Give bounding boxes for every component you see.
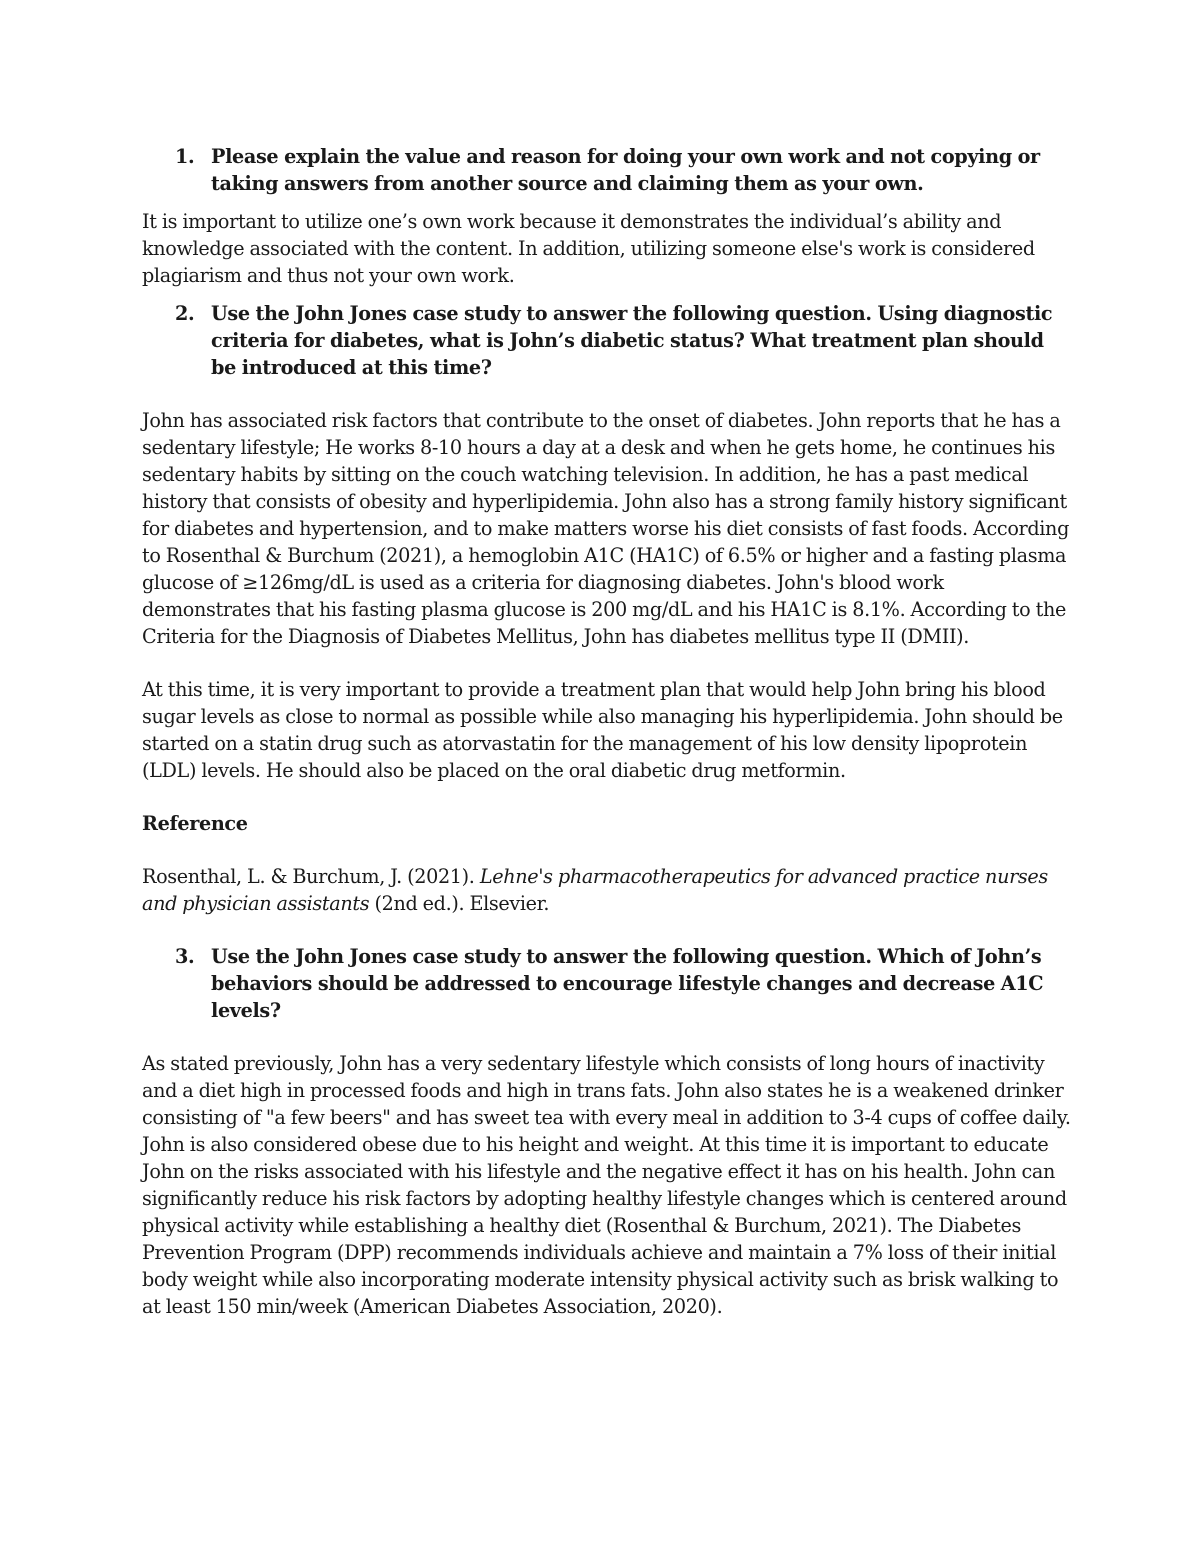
question-number: 2.	[175, 302, 195, 325]
answer-2-paragraph-2: At this time, it is very important to provide a treatment plan that would help John bring his blood sugar levels as close to normal as possible while also managing his hyperlipidemia. John should be started on a statin drug such as atorvastatin for the management of his low density lipoprotein (LDL) levels. He should also be placed on the oral diabetic drug metformin.	[142, 678, 1063, 782]
question-number: 3.	[175, 945, 195, 968]
document-page	[142, 143, 1072, 1320]
reference-publisher: (2nd ed.). Elsevier.	[369, 892, 550, 915]
reference-entry	[142, 863, 1072, 917]
reference-authors: Rosenthal, L. & Burchum, J. (2021).	[142, 865, 480, 888]
question-1	[142, 143, 1072, 197]
reference-heading: Reference	[142, 812, 248, 835]
answer-2-paragraph-1: John has associated risk factors that contribute to the onset of diabetes. John reports that he has a sedentary lifestyle; He works 8-10 hours a day at a desk and when he gets home, he continues his sedentary habits by sitting on the couch watching television. In addition, he has a past medical history that consists of obesity and hyperlipidemia. John also has a strong family history significant for diabetes and hypertension, and to make matters worse his diet consists of fast foods. According to Rosenthal & Burchum (2021), a hemoglobin A1C (HA1C) of 6.5% or higher and a fasting plasma glucose of ≥126mg/dL is used as a criteria for diagnosing diabetes. John's blood work demonstrates that his fasting plasma glucose is 200 mg/dL and his HA1C is 8.1%. According to the Criteria for the Diagnosis of Diabetes Mellitus, John has diabetes mellitus type II (DMII).	[142, 409, 1069, 648]
answer-3: As stated previously, John has a very sedentary lifestyle which consists of long hours of inactivity and a diet high in processed foods and high in trans fats. John also states he is a weakened drinker consisting of "a few beers" and has sweet tea with every meal in addition to 3-4 cups of coffee daily. John is also considered obese due to his height and weight. At this time it is important to educate John on the risks associated with his lifestyle and the negative effect it has on his health. John can significantly reduce his risk factors by adopting healthy lifestyle changes which is centered around physical activity while establishing a healthy diet (Rosenthal & Burchum, 2021). The Diabetes Prevention Program (DPP) recommends individuals achieve and maintain a 7% loss of their initial body weight while also incorporating moderate intensity physical activity such as brisk walking to at least 150 min/week (American Diabetes Association, 2020).	[142, 1052, 1071, 1318]
question-text: Use the John Jones case study to answer the following question. Using diagnostic criteria for diabetes, what is John’s diabetic status? What treatment plan should be introduced at this time?	[211, 302, 1053, 379]
question-2	[142, 300, 1072, 381]
question-number: 1.	[175, 145, 195, 168]
question-text: Use the John Jones case study to answer the following question. Which of John’s behaviors should be addressed to encourage lifestyle changes and decrease A1C levels?	[211, 945, 1044, 1022]
question-text: Please explain the value and reason for doing your own work and not copying or taking answers from another source and claiming them as your own.	[211, 145, 1040, 195]
question-3	[142, 943, 1072, 1024]
reference-title: Lehne's pharmacotherapeutics for advanced practice nurses and physician assistants	[142, 865, 1048, 915]
answer-1: It is important to utilize one’s own work because it demonstrates the individual’s ability and knowledge associated with the content. In addition, utilizing someone else's work is considered plagiarism and thus not your own work.	[142, 210, 1035, 287]
